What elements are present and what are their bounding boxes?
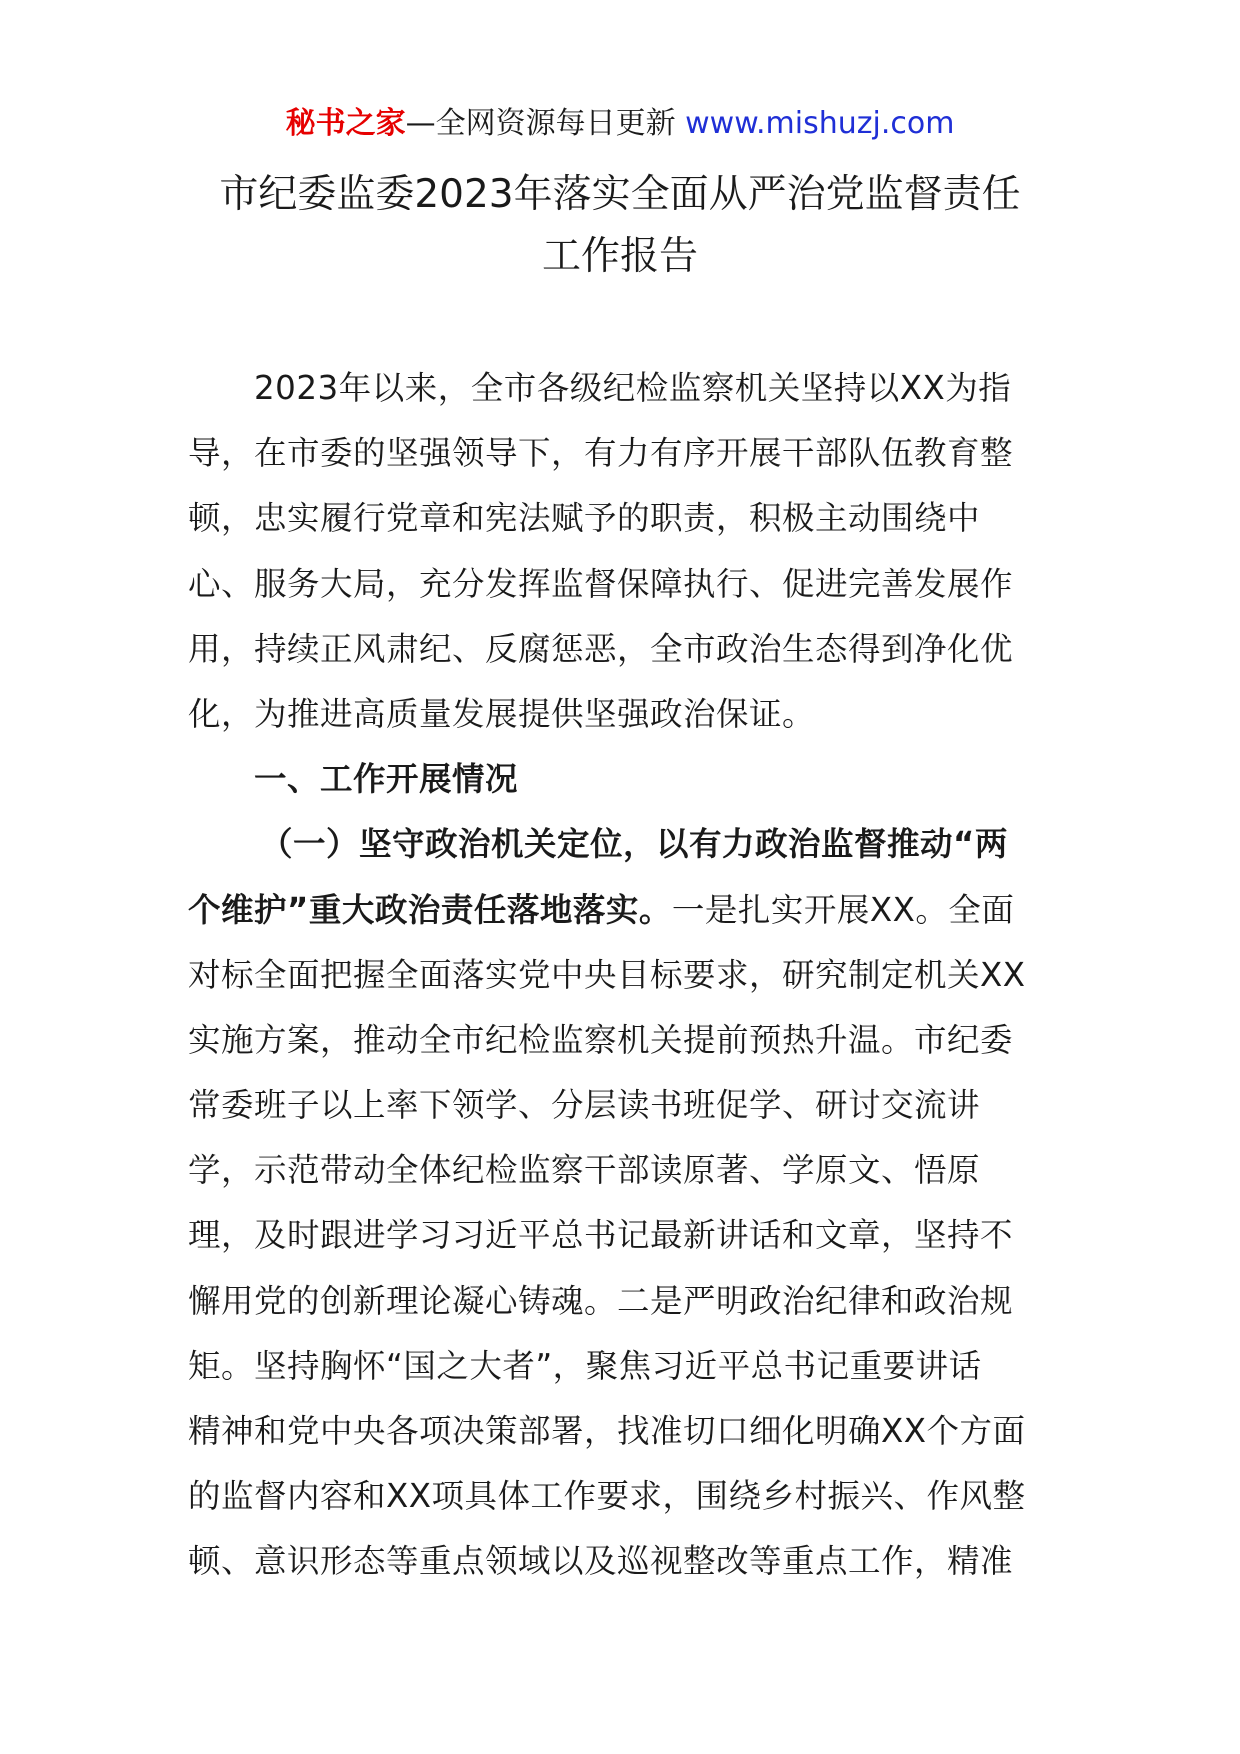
subsection-heading-tail: 个维护”重大政治责任落地落实。 [188,890,672,929]
site-header-banner [0,102,1240,146]
paragraph-2-lead: 一是扎实开展XX。全面 [671,890,1015,929]
paragraph-2-line: 精神和党中央各项决策部署，找准切口细化明确XX个方面 [188,1412,1026,1450]
title-line-2: 工作报告 [541,234,698,279]
brand-slogan: —全网资源每日更新 [405,106,676,141]
paragraph-2-line: 矩。坚持胸怀“国之大者”，聚焦习近平总书记重要讲话 [188,1346,982,1385]
paragraph-1-line: 化，为推进高质量发展提供坚强政治保证。 [188,694,816,733]
title-line-1: 市纪委监委2023年落实全面从严治党监督责任 [219,172,1021,217]
document-body [188,356,1058,1595]
paragraph-2-line: 理，及时跟进学习习近平总书记最新讲话和文章，坚持不 [188,1216,1014,1255]
paragraph-1-line: 2023年以来，全市各级纪检监察机关坚持以XX为指 [254,369,1012,407]
paragraph-2-line: 实施方案，推动全市纪检监察机关提前预热升温。市纪委 [188,1020,1014,1059]
paragraph-1-line: 用，持续正风肃纪、反腐惩恶，全市政治生态得到净化优 [188,629,1014,668]
section-heading: 一、工作开展情况 [254,760,519,799]
site-url-link[interactable]: www.mishuzj.com [685,106,955,141]
paragraph-2-line: 学，示范带动全体纪检监察干部读原著、学原文、悟原 [188,1151,981,1190]
brand-name: 秘书之家 [285,106,406,141]
paragraph-1-line: 导，在市委的坚强领导下，有力有序开展干部队伍教育整 [188,434,1014,473]
paragraph-2-line: 懈用党的创新理论凝心铸魂。二是严明政治纪律和政治规 [188,1281,1014,1320]
paragraph-2-line: 顿、意识形态等重点领域以及巡视整改等重点工作，精准 [188,1542,1014,1581]
subsection-heading-line-1: （一）坚守政治机关定位，以有力政治监督推动“两 [260,825,1008,864]
paragraph-2-line: 对标全面把握全面落实党中央目标要求，研究制定机关XX [188,955,1026,994]
paragraph-2-line: 的监督内容和XX项具体工作要求，围绕乡村振兴、作风整 [188,1477,1026,1516]
paragraph-1-line: 顿，忠实履行党章和宪法赋予的职责，积极主动围绕中 [188,499,981,538]
paragraph-1-line: 心、服务大局，充分发挥监督保障执行、促进完善发展作 [188,564,1014,603]
paragraph-2-line: 常委班子以上率下领学、分层读书班促学、研讨交流讲 [188,1086,981,1125]
document-title [0,164,1240,288]
subsection-heading-line-2 [188,878,1058,943]
